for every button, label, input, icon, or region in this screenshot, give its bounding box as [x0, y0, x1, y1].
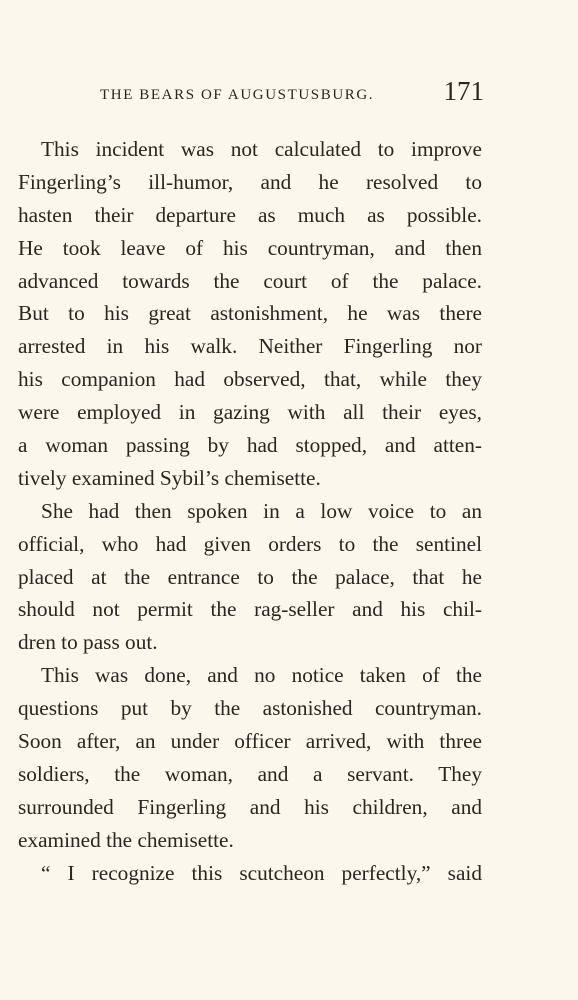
text-line: official, who had given orders to the sentinel	[18, 531, 482, 556]
text-line: This incident was not calculated to improve	[41, 137, 482, 161]
running-title: THE BEARS OF AUGUSTUSBURG.	[100, 87, 375, 103]
text-line: Fingerling’s ill-humor, and he resolved to	[18, 169, 482, 194]
text-line: soldiers, the woman, and a servant. They	[18, 761, 482, 786]
text-line: “ I recognize this scutcheon perfectly,” said	[41, 860, 482, 885]
text-line: hasten their departure as much as possible.	[18, 202, 482, 227]
text-line: placed at the entrance to the palace, that he	[18, 564, 482, 589]
text-line: She had then spoken in a low voice to an	[41, 498, 482, 523]
text-line: were employed in gazing with all their eyes,	[18, 400, 482, 425]
text-line: surrounded Fingerling and his children, and	[18, 794, 482, 819]
text-line: This was done, and no notice taken of the	[41, 663, 482, 688]
text-line: examined the chemisette.	[18, 827, 234, 852]
text-line: Soon after, an under officer arrived, with three	[18, 729, 482, 754]
text-line: should not permit the rag-seller and his chil-	[18, 597, 482, 622]
text-line: arrested in his walk. Neither Fingerling nor	[18, 334, 482, 359]
running-header	[18, 76, 486, 110]
text-line: dren to pass out.	[18, 630, 158, 655]
text-line: a woman passing by had stopped, and atten-	[18, 433, 482, 458]
text-line: But to his great astonishment, he was there	[18, 301, 482, 326]
text-line: He took leave of his countryman, and then	[18, 235, 482, 260]
text-line: questions put by the astonished countryman.	[18, 696, 482, 721]
body-text	[18, 133, 482, 889]
text-line: advanced towards the court of the palace.	[18, 268, 482, 293]
text-line: tively examined Sybil’s chemisette.	[18, 465, 321, 490]
page-number: 171	[443, 76, 484, 106]
text-line: his companion had observed, that, while they	[18, 367, 482, 392]
